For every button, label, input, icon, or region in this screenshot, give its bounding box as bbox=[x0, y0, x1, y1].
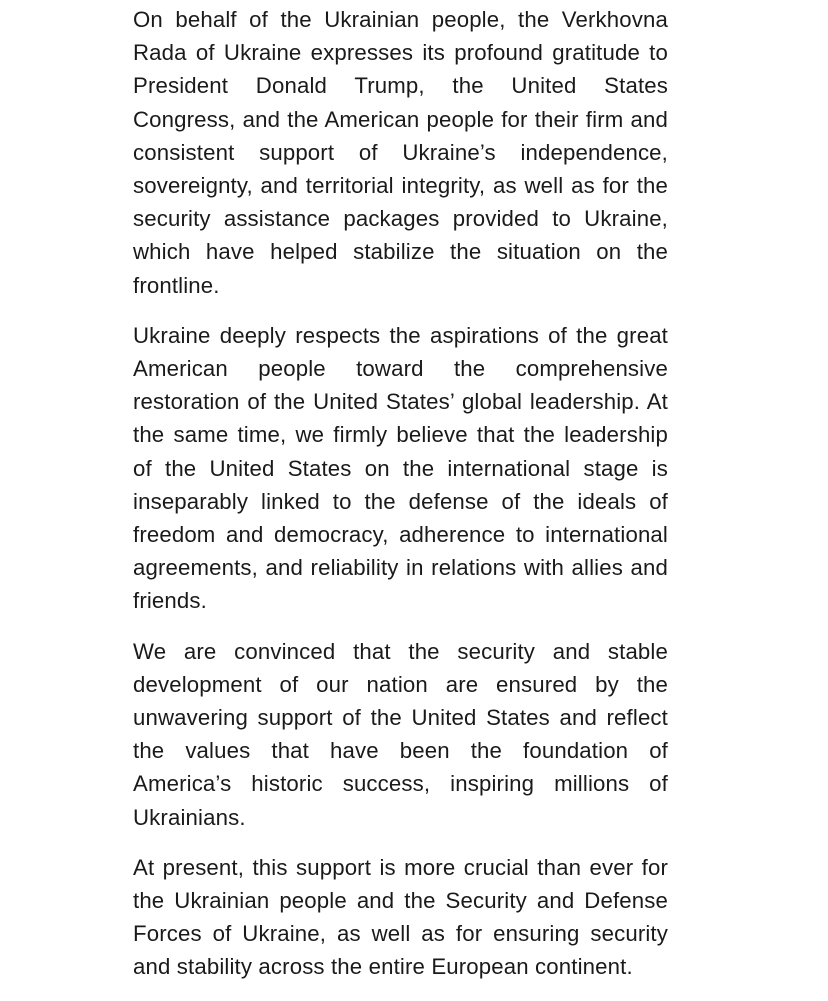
paragraph-present-support: At present, this support is more crucial than ever for the Ukrainian people and the Security and Defense Forces of Ukraine, as well as for ensuring security and stability across the entire European continent. bbox=[133, 854, 668, 980]
paragraph-leadership: Ukraine deeply respects the aspirations of the great American people toward the comprehensive restoration of the United States’ global leadership. At the same time, we firmly believe that the leadership of the United States on the international stage is inseparably linked to the defense of the ideals of freedom and democracy, adherence to international agreements, and reliability in relations with allies and friends. bbox=[133, 322, 668, 614]
paragraph-conviction: We are convinced that the security and stable development of our nation are ensured by the unwavering support of the United States and reflect the values that have been the foundation of America’s historic success, inspiring millions of Ukrainians. bbox=[133, 638, 668, 830]
document-body bbox=[133, 3, 668, 1001]
paragraph-gratitude: On behalf of the Ukrainian people, the Verkhovna Rada of Ukraine expresses its profound gratitude to President Donald Trump, the United States Congress, and the American people for their firm and consistent support of Ukraine’s independence, sovereignty, and territorial integrity, as well as for the security assistance packages provided to Ukraine, which have helped stabilize the situation on the frontline. bbox=[133, 7, 668, 298]
